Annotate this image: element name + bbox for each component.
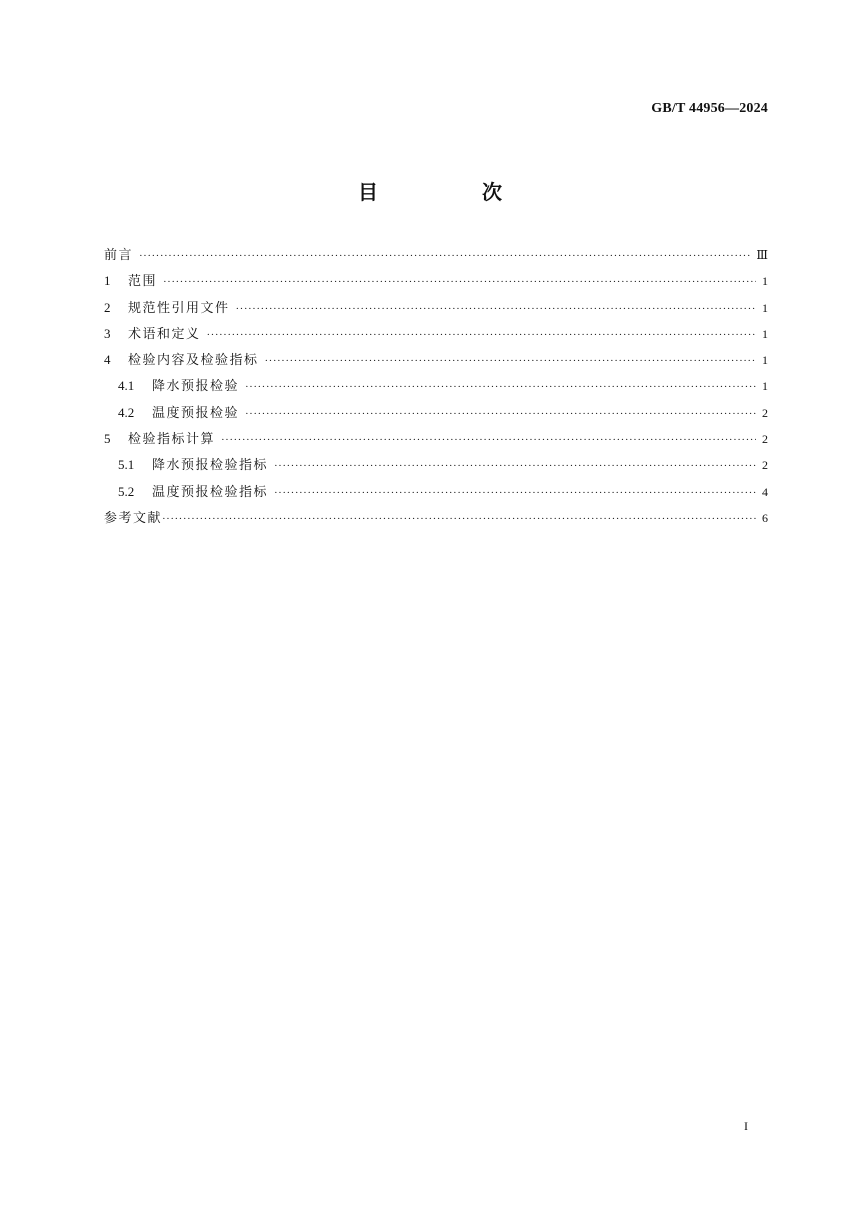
toc-entry-label: 规范性引用文件: [128, 300, 230, 316]
toc-leader-dots: [265, 355, 756, 367]
toc-entry-5-2[interactable]: [104, 481, 768, 507]
toc-entry-number: 5.2: [118, 483, 135, 499]
toc-entry-label: 前言: [104, 248, 134, 263]
standard-code: GB/T 44956—2024: [651, 101, 768, 116]
toc-leader-dots: [139, 250, 752, 262]
toc-leader-dots: [236, 303, 756, 315]
toc-entry-label: 温度预报检验指标: [152, 484, 269, 500]
toc-entry-number: 3: [104, 325, 111, 341]
toc-title: 目 次: [358, 180, 544, 204]
toc-leader-dots: [221, 434, 756, 446]
toc-entry-label: 温度预报检验: [152, 405, 240, 421]
toc-entry-label: 参考文献: [104, 510, 163, 526]
toc-leader-dots: [245, 408, 756, 420]
toc-entry-label: 降水预报检验指标: [152, 458, 269, 474]
table-of-contents: [104, 244, 768, 533]
toc-leader-dots: [207, 329, 756, 341]
toc-entry-1[interactable]: [104, 270, 768, 296]
toc-entry-number: 4.2: [118, 404, 135, 420]
toc-leader-dots: [245, 381, 756, 393]
toc-entry-label: 检验指标计算: [128, 432, 216, 448]
toc-entry-references[interactable]: [104, 507, 768, 533]
toc-entry-number: 5: [104, 431, 111, 447]
toc-entry-page: 1: [762, 353, 768, 368]
toc-entry-number: 2: [104, 299, 111, 315]
toc-entry-page: 4: [762, 484, 768, 499]
toc-leader-dots: [274, 487, 756, 499]
toc-entry-page: 1: [762, 379, 768, 394]
toc-entry-5-1[interactable]: [104, 454, 768, 480]
toc-entry-number: 1: [104, 273, 111, 289]
toc-entry-5[interactable]: [104, 428, 768, 454]
toc-entry-page: 2: [762, 432, 768, 447]
toc-entry-page: 1: [762, 300, 768, 315]
toc-entry-4-2[interactable]: [104, 402, 768, 428]
toc-entry-page: 1: [762, 326, 768, 341]
toc-entry-number: 4.1: [118, 378, 135, 394]
toc-entry-label: 术语和定义: [128, 326, 201, 342]
toc-entry-page: 6: [762, 510, 768, 525]
toc-entry-label: 降水预报检验: [152, 379, 240, 395]
footer-page-number: I: [744, 1119, 748, 1133]
toc-entry-label: 检验内容及检验指标: [128, 353, 259, 369]
toc-entry-label: 范围: [128, 274, 158, 290]
toc-entry-2[interactable]: [104, 297, 768, 323]
toc-leader-dots: [162, 513, 756, 525]
toc-entry-4[interactable]: [104, 349, 768, 375]
toc-entry-page: 1: [762, 274, 768, 289]
toc-leader-dots: [274, 460, 756, 472]
toc-entry-foreword[interactable]: [104, 244, 768, 270]
toc-entry-number: 4: [104, 352, 111, 368]
toc-leader-dots: [163, 276, 756, 288]
toc-entry-number: 5.1: [118, 457, 135, 473]
toc-entry-page: 2: [762, 458, 768, 473]
toc-entry-page: Ⅲ: [756, 248, 768, 262]
toc-entry-page: 2: [762, 405, 768, 420]
toc-entry-3[interactable]: [104, 323, 768, 349]
toc-entry-4-1[interactable]: [104, 375, 768, 401]
